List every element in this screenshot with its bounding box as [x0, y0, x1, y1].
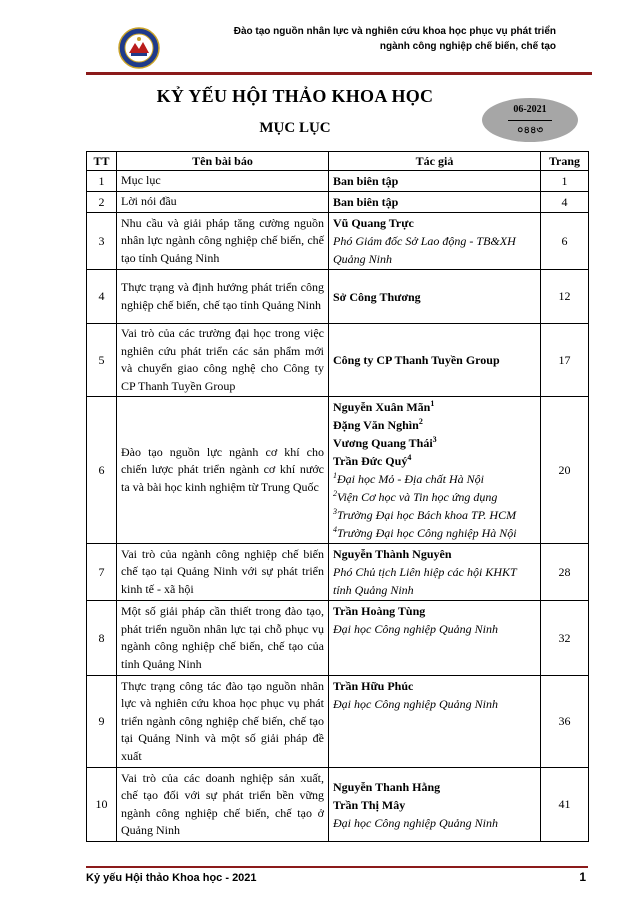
table-row [87, 192, 589, 213]
author-name [333, 416, 536, 434]
author-name-text: Ban biên tập [333, 195, 399, 209]
author-name-text: Nguyễn Xuân Mãn [333, 400, 431, 414]
footer-rule [86, 866, 588, 868]
cell-tt: 9 [87, 676, 117, 768]
author-affiliation [333, 814, 536, 832]
author-affiliation [333, 695, 536, 713]
table-row [87, 676, 589, 768]
cell-tt: 10 [87, 768, 117, 842]
cell-tt: 6 [87, 397, 117, 544]
affiliation-text: Đại học Công nghiệp Quảng Ninh [333, 697, 498, 711]
running-header-line-1: Đào tạo nguồn nhân lực và nghiên cứu khoa học phục vụ phát triển [233, 26, 556, 37]
cell-page: 12 [541, 270, 589, 324]
page-title: KỶ YẾU HỘI THẢO KHOA HỌC [156, 86, 434, 106]
affiliation-text: Đại học Mỏ - Địa chất Hà Nội [337, 472, 484, 486]
author-affiliation [333, 620, 536, 638]
cell-title: Mục lục [117, 171, 329, 192]
cell-tt: 4 [87, 270, 117, 324]
affiliation-sup: 3 [333, 507, 337, 516]
university-seal-icon [118, 27, 160, 69]
author-affiliation [333, 524, 536, 542]
cell-title: Lời nói đầu [117, 192, 329, 213]
author-name-text: Vương Quang Thái [333, 436, 433, 450]
cell-authors [329, 544, 541, 601]
cell-title: Thực trạng công tác đào tạo nguồn nhân lực và nghiên cứu khoa học phục vụ phát triển ngành công nghiệp chế biến, chế tạo tại Quảng Ninh và một số giải pháp đề xuất [117, 676, 329, 768]
author-sup: 3 [432, 435, 437, 444]
author-name-text: Trần Thị Mây [333, 797, 406, 812]
author-name [333, 193, 536, 211]
author-affiliation [333, 563, 536, 599]
affiliation-sup: 1 [333, 471, 337, 480]
cell-tt: 2 [87, 192, 117, 213]
footer-page-number: 1 [579, 870, 586, 884]
running-header-line-2: ngành công nghiệp chế biến, chế tạo [379, 41, 556, 52]
footer-text: Kỷ yếu Hội thảo Khoa học - 2021 [86, 872, 257, 884]
cell-authors [329, 171, 541, 192]
cell-authors [329, 270, 541, 324]
cell-page: 28 [541, 544, 589, 601]
author-name [333, 796, 536, 814]
affiliation-text: Trường Đại học Công nghiệp Hà Nội [337, 526, 517, 540]
author-name [333, 602, 536, 620]
table-row [87, 171, 589, 192]
col-header-page: Trang [541, 152, 589, 171]
cell-title: Vai trò của các doanh nghiệp sản xuất, chế tạo đối với sự phát triển bền vững ngành công nghiệp chế biến, chế tạo ở Quảng Ninh [117, 768, 329, 842]
cell-authors [329, 192, 541, 213]
author-name-text: Trần Đức Quý [333, 454, 408, 468]
author-affiliation [333, 488, 536, 506]
cell-title: Nhu cầu và giải pháp tăng cường nguồn nhân lực ngành công nghiệp chế biến, chế tạo tỉnh Quảng Ninh [117, 213, 329, 270]
cell-tt: 7 [87, 544, 117, 601]
toc-table [86, 151, 589, 842]
cell-title: Một số giải pháp cần thiết trong đào tạo, phát triển nguồn nhân lực tại chỗ phục vụ ngành công nghiệp chế biến, chế tạo của tỉnh Quảng Ninh [117, 601, 329, 676]
author-name [333, 172, 536, 190]
author-name-text: Đặng Văn Nghìn [333, 418, 419, 432]
cell-tt: 3 [87, 213, 117, 270]
table-row [87, 324, 589, 397]
author-name-text: Nguyễn Thanh Hằng [333, 779, 441, 794]
author-name [333, 214, 536, 232]
author-name [333, 398, 536, 416]
header-rule [86, 72, 592, 75]
author-name [333, 288, 536, 306]
cell-title: Vai trò của các trường đại học trong việc nghiên cứu phát triển các sản phẩm mới và chuyển giao công nghệ cho Công ty CP Thanh Tuyền Group [117, 324, 329, 397]
author-name-text: Công ty CP Thanh Tuyền Group [333, 353, 500, 367]
cell-page: 32 [541, 601, 589, 676]
badge-rule [508, 120, 552, 121]
author-name [333, 545, 536, 563]
cell-tt: 8 [87, 601, 117, 676]
affiliation-sup: 4 [333, 525, 337, 534]
author-name [333, 434, 536, 452]
col-header-author: Tác giả [329, 152, 541, 171]
author-name [333, 677, 536, 695]
affiliation-text: Đại học Công nghiệp Quảng Ninh [333, 815, 498, 830]
cell-page: 6 [541, 213, 589, 270]
table-row [87, 213, 589, 270]
col-header-tt: TT [87, 152, 117, 171]
table-row [87, 768, 589, 842]
cell-title: Đào tạo nguồn lực ngành cơ khí cho chiến lược phát triển ngành cơ khí nước ta và bài học kinh nghiệm từ Trung Quốc [117, 397, 329, 544]
badge-date: 06-2021 [513, 104, 547, 115]
affiliation-text: Trường Đại học Bách khoa TP. HCM [337, 508, 517, 522]
author-name-text: Nguyễn Thành Nguyên [333, 547, 452, 561]
table-row [87, 544, 589, 601]
affiliation-sup: 2 [333, 489, 337, 498]
author-sup: 1 [430, 399, 435, 408]
affiliation-text: Phó Chủ tịch Liên hiệp các hội KHKT tỉnh Quảng Ninh [333, 565, 517, 597]
date-badge [482, 98, 578, 142]
author-affiliation [333, 506, 536, 524]
cell-page: 36 [541, 676, 589, 768]
cell-page: 17 [541, 324, 589, 397]
author-name [333, 778, 536, 796]
author-name-text: Vũ Quang Trực [333, 216, 414, 230]
author-sup: 2 [418, 417, 423, 426]
author-affiliation [333, 232, 536, 268]
cell-page: 1 [541, 171, 589, 192]
author-sup: 4 [407, 453, 412, 462]
author-name [333, 452, 536, 470]
badge-ornament: ০৪৪৩ [517, 125, 543, 136]
author-affiliation [333, 470, 536, 488]
affiliation-text: Đại học Công nghiệp Quảng Ninh [333, 622, 498, 636]
cell-tt: 1 [87, 171, 117, 192]
table-row [87, 270, 589, 324]
author-name-text: Sở Công Thương [333, 289, 421, 304]
cell-authors [329, 768, 541, 842]
cell-authors [329, 213, 541, 270]
page-subtitle: MỤC LỤC [259, 120, 331, 136]
cell-title: Thực trạng và định hướng phát triển công nghiệp chế biến, chế tạo tỉnh Quảng Ninh [117, 270, 329, 324]
cell-page: 4 [541, 192, 589, 213]
cell-authors [329, 676, 541, 768]
author-name-text: Trần Hoàng Tùng [333, 604, 426, 618]
author-name-text: Ban biên tập [333, 174, 399, 188]
toc-header-row [87, 152, 589, 171]
col-header-title: Tên bài báo [117, 152, 329, 171]
cell-authors [329, 324, 541, 397]
cell-tt: 5 [87, 324, 117, 397]
table-row [87, 601, 589, 676]
cell-authors [329, 397, 541, 544]
cell-page: 41 [541, 768, 589, 842]
author-name [333, 351, 536, 369]
cell-page: 20 [541, 397, 589, 544]
running-header [160, 24, 556, 54]
affiliation-text: Viện Cơ học và Tin học ứng dụng [337, 490, 498, 504]
cell-authors [329, 601, 541, 676]
affiliation-text: Phó Giám đốc Sở Lao động - TB&XH Quảng Ninh [333, 234, 516, 266]
table-row [87, 397, 589, 544]
author-name-text: Trần Hữu Phúc [333, 679, 414, 693]
cell-title: Vai trò của ngành công nghiệp chế biến chế tạo tại Quảng Ninh với sự phát triển kinh tế - xã hội [117, 544, 329, 601]
